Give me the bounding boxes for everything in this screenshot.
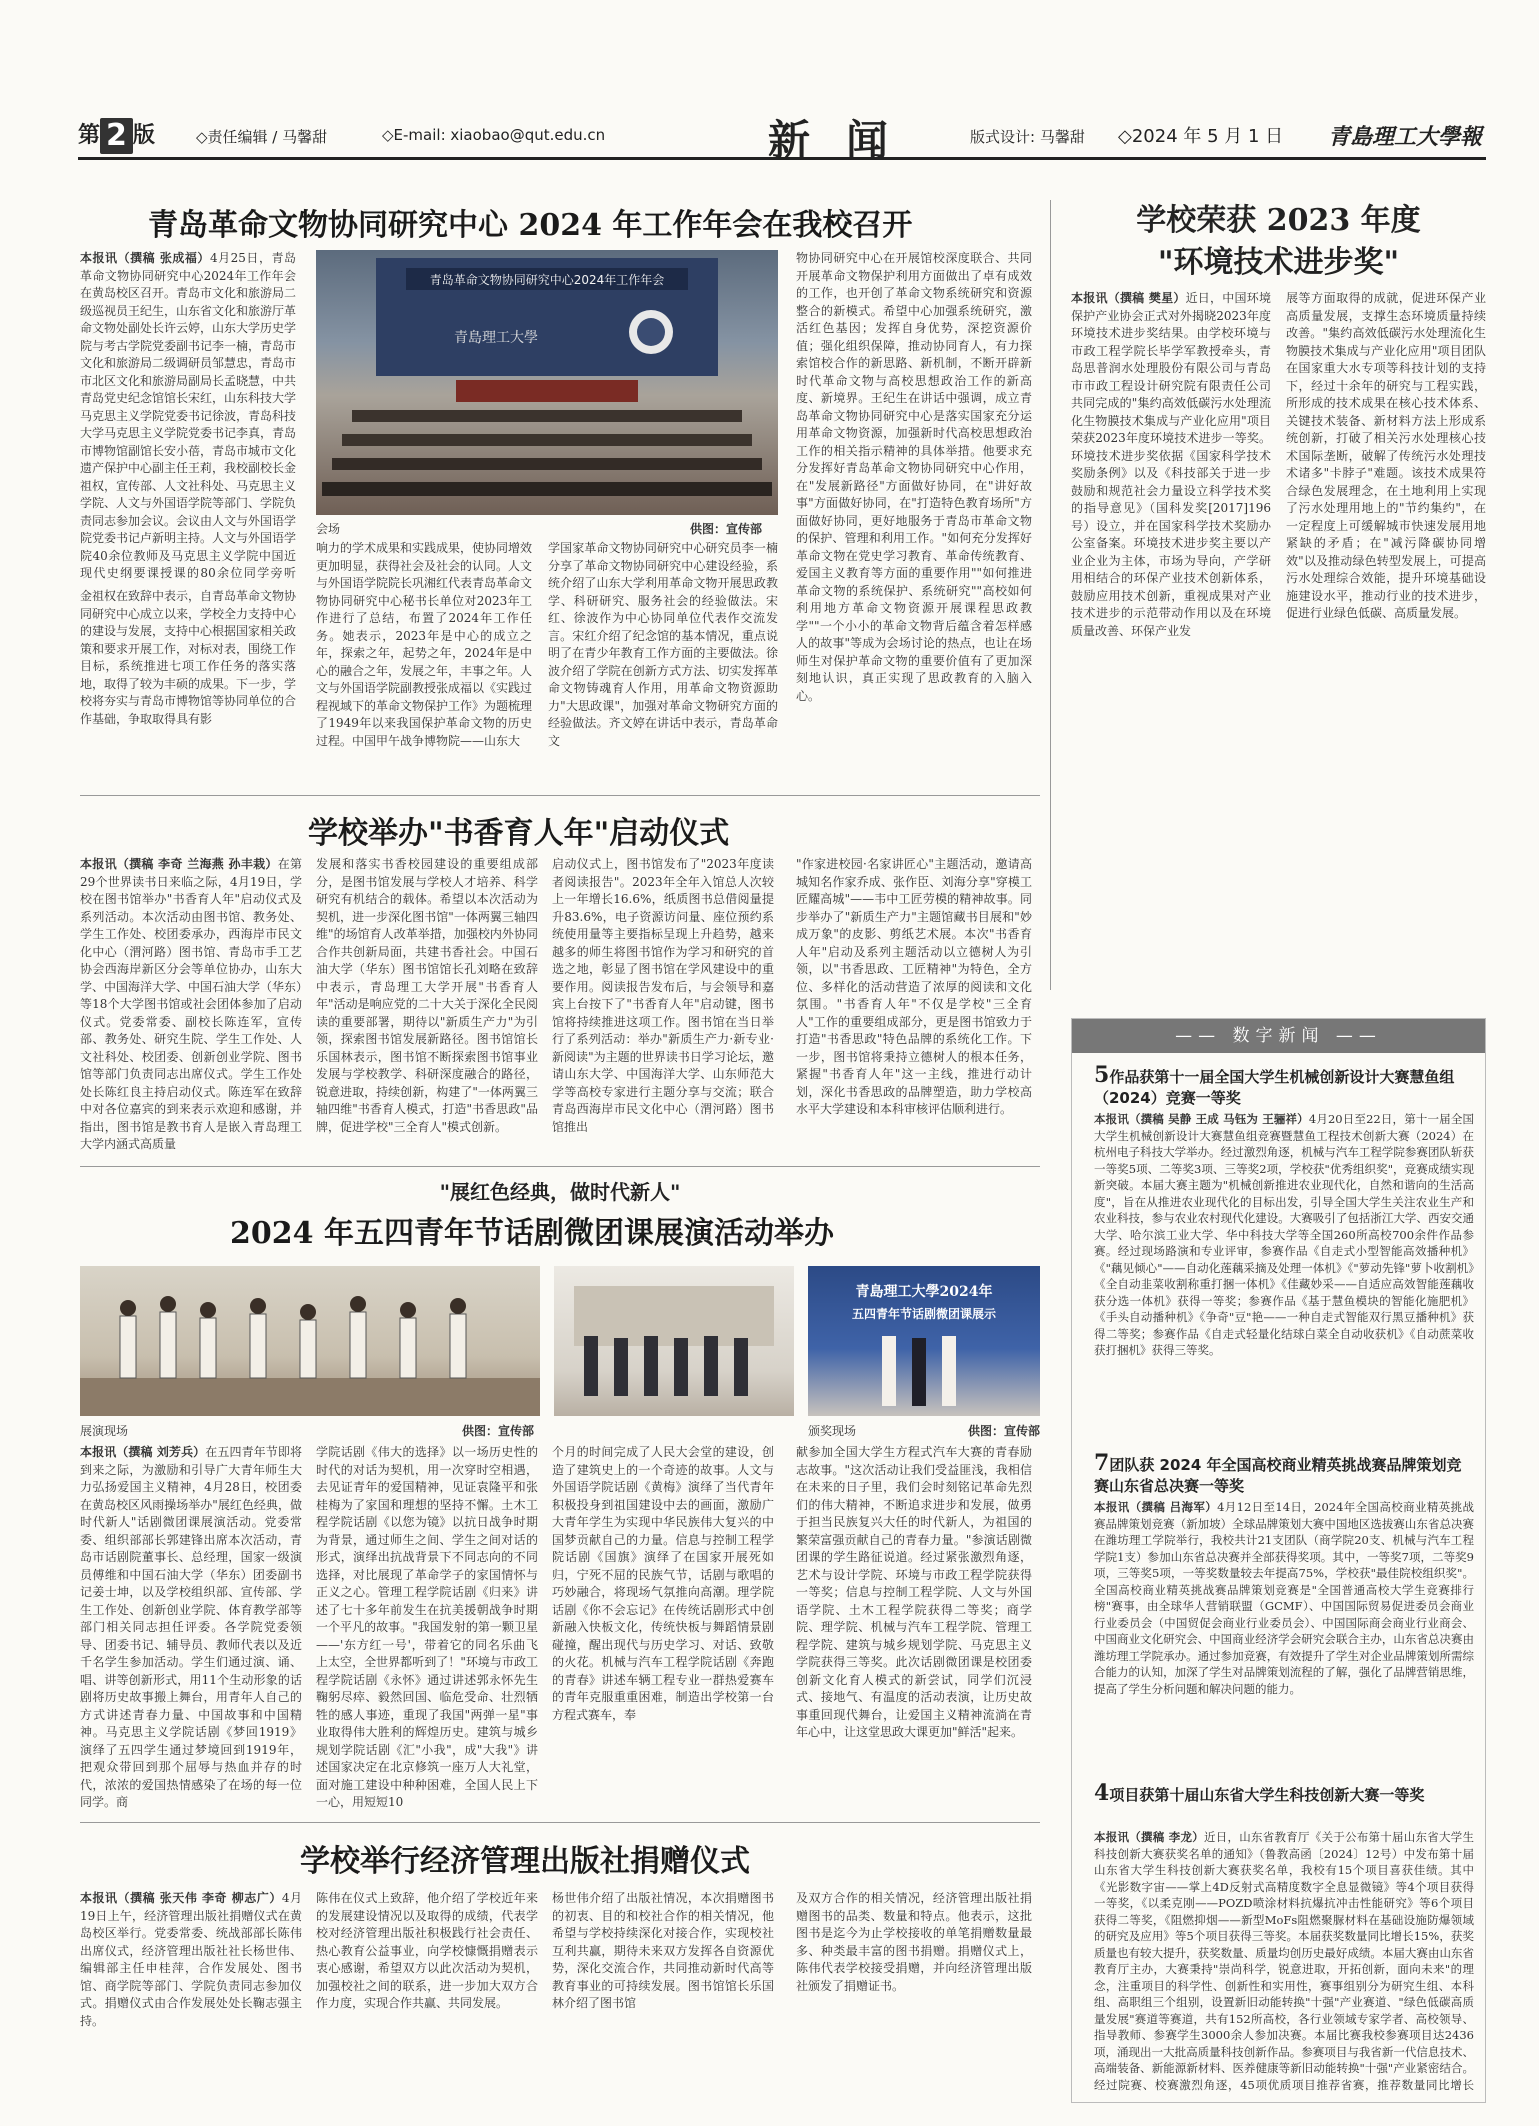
page-number: 2 [100, 118, 133, 154]
digital-news-header: —— 数字新闻 —— [1072, 1019, 1485, 1053]
digital-news-item-2-body [1094, 1499, 1474, 1769]
head-8 [450, 1298, 466, 1314]
article2-col2-text: 发展和落实书香校园建设的重要组成部分，是图书馆发展与学校人才培养、科学研究有机结合的载体。希望以本次活动为契机，进一步深化图书馆"一体两翼三轴四维"的场馆育人改革举措，加强校内外协同合作共创新局面，共建书香社会。中国石油大学（华东）图书馆馆长孔刘略在致辞中表示，青岛理工大学开展"书香育人年"活动是响应党的二十大关于深化全民阅读的重要部署，期待以"新质生产力"为引领，探索图书馆发展新路径。图书馆馆长乐国林表示，图书馆不断探索图书馆事业发展与学校教学、科研深度融合的路径，锐意进取，持续创新，构建了"一体两翼三轴四维"书香育人模式，打造"书香思政"品牌，促进学校"三全育人"模式创新。 [316, 857, 538, 1134]
article3-col2-text: 学院话剧《伟大的选择》以一场历史性的时代的对话为契机，用一次穿时空相遇，去见证青年的爱国精神，见证袁隆平和张桂梅为了家国和理想的坚持不懈。土木工程学院话剧《以您为镜》以抗日战争时期为背景，通过师生之间、学生之间对话的形式，演绎出抗战背景下不同志向的不同选择，对比展现了革命学子的家国情怀与正义之心。管理工程学院话剧《归来》讲述了七十多年前发生在抗美援朝战争时期一个平凡的故事。"我国发射的第一颗卫星——'东方红一号'，带着它的同名乐曲飞上太空，全世界都听到了！"环境与市政工程学院话剧《永怀》通过讲述郭永怀先生鞠躬尽瘁、毅然回国、临危受命、壮烈牺牲的感人事迹，重现了我国"两弹一星"事业取得伟大胜利的辉煌历史。建筑与城乡规划学院话剧《汇"小我"，成"大我"》讲述国家决定在北京修筑一座万人大礼堂，面对施工建设中种种困难，全国人民上下一心，用短短10 [316, 1445, 538, 1809]
article5-headline-line1: 学校荣获 2023 年度 [1136, 203, 1421, 238]
seat-row-2 [342, 434, 752, 446]
article1-col3 [548, 540, 778, 778]
page-suffix: 版 [132, 123, 155, 148]
article3-col2 [316, 1444, 538, 1812]
article4-col2 [316, 1890, 538, 2100]
article3-headline: 2024 年五四青年节话剧微团课展演活动举办 [230, 1216, 834, 1251]
award-illustration [554, 1266, 794, 1416]
conference-hall-illustration [316, 250, 778, 515]
head-2 [160, 1296, 176, 1312]
article4-headline: 学校举行经济管理出版社捐赠仪式 [300, 1844, 750, 1879]
awardee-5 [704, 1336, 718, 1396]
article4-col3 [552, 1890, 774, 2100]
digital-news-item-3-title [1094, 1780, 1474, 1806]
digital-news-item-3-lead: 本报讯（撰稿 李龙） [1094, 1830, 1204, 1844]
article2-col4 [796, 856, 1032, 1156]
digital-news-item-2-number: 7 [1094, 1450, 1110, 1476]
article1-photo-credit: 供图：宣传部 [690, 522, 763, 536]
article4-col1 [80, 1890, 302, 2100]
digital-news-item-3-body [1094, 1829, 1474, 2094]
newspaper-logo: 青島理工大學報 [1327, 124, 1482, 150]
column-divider [1050, 200, 1051, 990]
article2-col1 [80, 856, 302, 1156]
article2-col3 [552, 856, 774, 1156]
awardee-2 [614, 1338, 628, 1396]
article4-col2-text: 陈伟在仪式上致辞，他介绍了学校近年来的发展建设情况以及取得的成绩，代表学校对经济管理出版社积极践行社会责任、热心教育公益事业，向学校慷慨捐赠表示衷心感谢，希望双方以此次活动为契机，加强校社之间的联系，进一步加大双方合作力度，实现合作共赢、共同发展。 [316, 1891, 538, 2010]
article-divider-3 [80, 1822, 1040, 1823]
seat-row-3 [332, 458, 762, 470]
article5-col2 [1286, 290, 1486, 990]
article2-headline: 学校举办"书香育人年"启动仪式 [308, 816, 730, 851]
podium-table [456, 380, 638, 402]
article3-kicker: "展红色经典，做时代新人" [439, 1180, 681, 1204]
digital-news-item-3-text: 近日，山东省教育厅《关于公布第十届山东省大学生科技创新大赛获奖名单的通知》（鲁教高函〔2024〕12号）中发布第十届山东省大学生科技创新大赛获奖名单，我校有15个项目喜获佳绩。其中《光影数字宙——掌上4D反射式高精度数字全息显微镜》等4个项目获得一等奖，《以柔克刚——POZD喷涂材料抗爆抗冲击性能研究》等6个项目获得二等奖，《阻燃抑烟——新型MoFs阻燃聚脲材料在基础设施防爆领域的研究及应用》等5个项目获得三等奖。本届获奖数量同比增长15%，获奖质量也有较大提升，获奖数量、质量均创历史最好成绩。本届大赛由山东省教育厅主办，大赛秉持"崇尚科学，锐意进取，开拓创新，面向未来"的理念，注重项目的科学性、创新性和实用性，赛事组别分为研究生组、本科组、高职组三个组别，设置新旧动能转换"十强"产业赛道、"绿色低碳高质量发展"赛道等赛道，共有152所高校，各行业领域专家学者、高校领导、指导教师、参赛学生3000余人参加决赛。本届比赛我校参赛项目达2436项，涌现出一大批高质量科技创新作品。参赛项目与我省新一代信息技术、高端装备、新能源新材料、医养健康等新旧动能转换"十强"产业紧密结合。经过院赛、校赛激烈角逐，45项优质项目推荐省赛，推荐数量同比增长 [1094, 1830, 1474, 2092]
stage-floor [80, 1378, 540, 1416]
article1-col4 [796, 250, 1032, 778]
article3-photo-banner [808, 1266, 1040, 1416]
digital-news-item-1-body [1094, 1111, 1474, 1441]
digital-news-box [1071, 1018, 1486, 2103]
banner-illustration [808, 1266, 1040, 1416]
article3-col3-text: 个月的时间完成了人民大会堂的建设，创造了建筑史上的一个奇迹的故事。人文与外国语学院话剧《黄梅》演绎了当代青年积极投身到祖国建设中去的画面，激励广大青年学生为实现中华民族伟大复兴的中国梦贡献自己的力量。信息与控制工程学院话剧《国旗》演绎了在国家开展死如归，宁死不屈的民族气节，话剧与歌唱的巧妙融合，将现场气氛推向高潮。理学院话剧《你不会忘记》在传统话剧形式中创新融入快板文化，传统快板与舞蹈情景剧碰撞，醒出现代与历史学习、对话、致敬的火花。机械与汽车工程学院话剧《奔跑的青春》讲述车辆工程专业一群热爱赛车的青年克服重重困难，制造出学校第一台方程式赛车，奉 [552, 1445, 774, 1722]
article1-col1b [80, 588, 296, 778]
article4-col3-text: 杨世伟介绍了出版社情况，本次捐赠图书的初衷、目的和校社合作的相关情况，他希望与学校持续深化对接合作，实现校社互利共赢，期待未来双方发挥各自资源优势，深化交流合作，共同推动新时代高等教育事业的可持续发展。图书馆馆长乐国林介绍了图书馆 [552, 1891, 774, 2010]
article5-col2-text: 展等方面取得的成就，促进环保产业高质量发展，支撑生态环境质量持续改善。"集约高效低碳污水处理流化生物膜技术集成与产业化应用"项目团队在国家重大水专项等科技计划的支持下，经过十余年的研究与工程实践，所形成的技术成果在核心技术体系、关键技术装备、新材料方法上形成系统创新，打破了相关污水处理核心技术国际垄断，破解了传统污水处理技术诸多"卡脖子"难题。该技术成果符合绿色发展理念，在土地利用上实现了污水处理用地上的"节约集约"，在一定程度上可缓解城市快速发展用地紧缺的矛盾；在"减污降碳协同增效"以及推动绿色转型发展上，可提高污水处理综合效能，提升环境基础设施建设水平，推动行业的技术进步，促进行业绿色低碳、高质量发展。 [1286, 291, 1486, 620]
head-6 [350, 1296, 366, 1312]
article1-col4-text: 物协同研究中心在开展馆校深度联合、共同开展革命文物保护利用方面做出了卓有成效的工作，也开创了革命文物系统研究和资源整合的新模式。希望中心加强系统研究，激活红色基因；发挥自身优势，深挖资源价值；强化组织保障，推动协同育人，有力探索馆校合作的新思路、新机制，不断开辟新时代革命文物与高校思想政治工作的新高度、新境界。王纪生在讲话中强调，成立青岛革命文物协同研究中心是落实国家充分运用革命文物资源，加强新时代高校思想政治工作的相关指示精神的具体举措。他要求充分发挥好青岛革命文物协同研究中心作用，在"发展新路径"方面做好协同，在"讲好故事"方面做好协同，在"打造特色教育场所"方面做好协同，更好地服务于青岛市革命文物的保护、管理和利用工作。"如何充分发挥好革命文物在党史学习教育、革命传统教育、爱国主义教育等方面的重要作用""如何推进革命文物的系统保护、系统研究""高校如何利用地方革命文物资源开展课程思政教学""一个小小的革命文物背后蕴含着怎样感人的故事"等成为会场讨论的热点，也让在场师生对保护革命文物的重要价值有了更加深刻地认识，真正实现了思政教育的入脑入心。 [796, 251, 1032, 703]
article2-col4-text: "作家进校园·名家讲匠心"主题活动，邀请高城知名作家乔成、张作臣、刘海分享"穿模工匠耀高城"——韦中工匠劳模的精神故事。同步举办了"新质生产力"主题馆藏书目展和"妙成万象"的皮影、剪纸艺术展。本次"书香育人年"启动及系列主题活动以立德树人为引领，以"书香思政、工匠精神"为特色，全方位、多样化的活动营造了浓厚的阅读和文化氛围。"书香育人年"不仅是学校"三全育人"工作的重要组成部分，更是图书馆致力于打造"书香思政"特色品牌的系统化工作。下一步，图书馆将秉持立德树人的根本任务，紧握"书香育人年"这一主线，推进行动计划，深化书香思政的品牌塑造，助力学校高水平大学建设和本科审核评估顺利进行。 [796, 857, 1032, 1116]
presenter-1 [882, 1336, 896, 1406]
article3-col3 [552, 1444, 774, 1812]
presenter-3 [942, 1336, 956, 1406]
digital-news-item-2-title [1094, 1450, 1474, 1497]
article1-col1 [80, 250, 296, 580]
awardee-3 [644, 1336, 658, 1396]
article-divider-1 [80, 795, 1040, 796]
head-5 [300, 1304, 316, 1320]
head-3 [200, 1302, 216, 1318]
article4-col4 [796, 1890, 1032, 2100]
article3-photo-performance [80, 1266, 540, 1416]
editor-credit: ◇责任编辑 / 马馨甜 [196, 128, 328, 146]
article3-col4 [796, 1444, 1032, 1812]
seat-row-4 [322, 482, 772, 496]
digital-news-item-2-title-text: 团队获 2024 年全国高校商业精英挑战赛品牌策划竞赛山东省总决赛一等奖 [1094, 1456, 1462, 1495]
banner-line2: 五四青年节话剧微团课展示 [851, 1307, 997, 1321]
performer-4 [250, 1314, 266, 1378]
article3-caption2: 颁奖现场 [808, 1424, 857, 1438]
article4-col1-text: 4月19日上午，经济管理出版社捐赠仪式在黄岛校区举行。党委常委、统战部部长陈伟出席仪式，经济管理出版社社长杨世伟、编辑部主任申桂萍，合作发展处、图书馆、商学院等部门、学院负责同志参加仪式。捐赠仪式由合作发展处处长鞠志强主持。 [80, 1891, 302, 2028]
performer-1 [120, 1316, 136, 1378]
article4-col4-text: 及双方合作的相关情况，经济管理出版社捐赠图书的品类、数量和特点。他表示，这批图书是迄今为止学校接收的单笔捐赠数量最多、种类最丰富的图书捐赠。捐赠仪式上，陈伟代表学校接受捐赠，并向经济管理出版社颁发了捐赠证书。 [796, 1891, 1032, 1993]
email-credit: ◇E-mail: xiaobao@qut.edu.cn [382, 126, 606, 144]
digital-news-item-1-lead: 本报讯（撰稿 吴静 王成 马钰为 王骊祥） [1094, 1112, 1309, 1126]
page-number-label [78, 118, 155, 154]
awardee-4 [674, 1338, 688, 1396]
screen-logo-text: 青島理工大學 [454, 330, 538, 346]
backdrop [574, 1286, 774, 1346]
article2-col1-text: 在第29个世界读书日来临之际，4月19日，学校在图书馆举办"书香育人年"启动仪式及系列活动。本次活动由图书馆、教务处、学生工作处、校团委承办，西海岸市民文化中心（渭河路）图书馆、青岛市手工艺协会西海岸新区分会等单位协办，山东大学、中国海洋大学、中国石油大学（华东）等18个大学图书馆或社会团体参加了启动仪式。党委常委、副校长陈连军，宣传部、教务处、研究生院、学生工作处、人文社科处、校团委、创新创业学院、图书馆等部门负责同志出席仪式。学生工作处处长陈红良主持启动仪式。陈连军在致辞中对各位嘉宾的到来表示欢迎和感谢，并指出，图书馆是教书育人是嵌入青岛理工大学内涵式高质量 [80, 857, 302, 1151]
designer-credit: 版式设计: 马馨甜 [970, 128, 1085, 146]
article1-lead: 本报讯（撰稿 张成福） [80, 251, 210, 265]
article5-col1 [1071, 290, 1271, 990]
digital-news-item-2-text: 4月12日至14日，2024年全国高校商业精英挑战赛品牌策划竞赛（新加坡）全球品牌策划大赛中国地区选拔赛山东省总决赛在潍坊理工学院举行，我校共计21支团队（商学院20支、机械与汽车工程学院1支）参加山东省总决赛并全部获得奖项。其中，一等奖7项，二等奖9项，三等奖5项，一等奖数量较去年提高75%，学校获"最佳院校组织奖"。全国高校商业精英挑战赛品牌策划竞赛是"全国普通高校大学生竞赛排行榜"赛事，由全球华人营销联盟（GCMF）、中国国际贸易促进委员会商业行业委员会（中国贸促会商业行业委员会）、中国国际商会商业行业商会、中国商业文化研究会、中国商业经济学会研究会联合主办，山东省总决赛由潍坊理工学院承办。通过参加竞赛，有效提升了学生对企业品牌策划所需综合能力的认知，加深了学生对品牌策划流程的了解，强化了品牌营销思维，提高了学生分析问题和解决问题的能力。 [1094, 1500, 1474, 1696]
article5-headline [1071, 200, 1486, 284]
digital-news-item-3-title-text: 项目获第十届山东省大学生科技创新大赛一等奖 [1109, 1786, 1425, 1804]
article2-col2 [316, 856, 538, 1156]
awardee-1 [584, 1336, 598, 1396]
article1-photo-caption: 会场 [316, 522, 341, 536]
article5-col1-text: 近日，中国环境保护产业协会正式对外揭晓2023年度环境技术进步奖结果。由学校环境与市政工程学院长毕学军教授牵头，青岛思普润水处理股份有限公司与青岛市市政工程设计研究院有限责任公司共同完成的"集约高效低碳污水处理流化生物膜技术集成与产业化应用"项目荣获2023年度环境技术进步一等奖。环境技术进步奖依据《国家科学技术奖励条例》以及《科技部关于进一步鼓励和规范社会力量设立科学技术奖的指导意见》（国科发奖[2017]196号）设立，并在国家科学技术奖励办公室备案。环境技术进步奖主要以产业企业为主体，市场为导向，产学研用相结合的环保产业技术创新体系，鼓励应用技术创新，重视成果对产业技术进步的示范带动作用以及在环境质量改善、环保产业发 [1071, 291, 1271, 638]
article-divider-2 [80, 1166, 1040, 1167]
presenter-2 [912, 1338, 926, 1406]
head-4 [250, 1298, 266, 1314]
seat-row-1 [352, 410, 742, 422]
article2-col3-text: 启动仪式上，图书馆发布了"2023年度读者阅读报告"。2023年全年入馆总人次较上一年增长16.6%，纸质图书总借阅量提升83.6%，电子资源访问量、座位预约系统使用量等主要指标呈现上升趋势，越来越多的师生将图书馆作为学习和研究的首选之地，彰显了图书馆在学风建设中的重要作用。阅读报告发布后，与会领导和嘉宾上台按下了"书香育人年"启动键，图书馆将持续推进这项工作。图书馆在当日举行了系列活动：举办"新质生产力·新专业·新阅读"为主题的世界读书日学习论坛，邀请山东大学、中国海洋大学、山东师范大学等高校专家进行主题分享与交流；联合青岛西海岸市民文化中心（渭河路）图书馆推出 [552, 857, 774, 1134]
article3-caption1-credit: 供图：宣传部 [462, 1424, 535, 1438]
performer-5 [300, 1320, 316, 1378]
head-1 [120, 1300, 136, 1316]
article1-col3-text: 学国家革命文物协同研究中心研究员李一楠分享了革命文物协同研究中心建设经验，系统介绍了山东大学利用革命文物开展思政教学、科研研究、服务社会的经验做法。宋红、徐波作为中心协同单位代表作交流发言。宋红介绍了纪念馆的基本情况，重点说明了在青少年教育工作方面的主要做法。徐波介绍了学院在创新方式方法、切实发挥革命文物铸魂育人作用，用革命文物资源助力"大思政课"，加强对革命文物研究方面的经验做法。齐文婷在讲话中表示，青岛革命文 [548, 541, 778, 748]
section-title: 新闻 [768, 116, 925, 165]
digital-news-item-1-text: 4月20日至22日，第十一届全国大学生机械创新设计大赛慧鱼组竞赛暨慧鱼工程技术创新大赛（2024）在杭州电子科技大学举办。经过激烈角逐，机械与汽车工程学院参赛团队斩获一等奖5项、二等奖3项、三等奖2项，学校获"优秀组织奖"，竞赛成绩实现新突破。本届大赛主题为"机械创新推进农业现代化，自然和谐向的生活高度"，旨在从推进农业现代化的目标出发，引导全国大学生关注农业生产和农业科技，参与农业农村现代化建设。大赛吸引了包括浙江大学、西安交通大学、哈尔滨工业大学、华中科技大学等全国260所高校700余件作品参赛。经过现场路演和专业评审，参赛作品《自走式小型智能高效播种机》《"藕见倾心"——自动化莲藕采摘及处理一体机》《"萝动先锋"萝卜收割机》《全自动韭菜收割称重打捆一体机》《佳藏妙采——自适应高效智能莲藕收获分选一体机》获得一等奖；参赛作品《基于慧鱼模块的智能化施肥机》《手头自动播种机》《争奇"豆"艳——一种自走式智能双行黑豆播种机》获得二等奖；参赛作品《自走式轻量化结球白菜全自动收获机》《自动蔗菜收获打捆机》获得三等奖。 [1094, 1112, 1474, 1357]
awardee-6 [734, 1338, 748, 1396]
article3-caption1: 展演现场 [80, 1424, 129, 1438]
digital-news-item-1-title-text: 作品获第十一届全国大学生机械创新设计大赛慧鱼组（2024）竞赛一等奖 [1094, 1068, 1455, 1107]
seal-inner [637, 318, 665, 346]
article3-lead: 本报讯（撰稿 刘芳兵） [80, 1445, 206, 1459]
performance-illustration [80, 1266, 540, 1416]
screen-banner-text: 青岛革命文物协同研究中心2024年工作年会 [429, 273, 665, 287]
performer-2 [160, 1312, 176, 1378]
article3-caption2-credit: 供图：宣传部 [968, 1424, 1041, 1438]
issue-date: ◇2024 年 5 月 1 日 [1118, 126, 1284, 147]
masthead [78, 112, 1486, 165]
page-prefix: 第 [78, 123, 101, 148]
digital-news-item-3-number: 4 [1094, 1780, 1110, 1806]
article1-photo [316, 250, 778, 515]
article3-col1-text: 在五四青年节即将到来之际，为激励和引导广大青年师生大力弘扬爱国主义精神，4月28日，校团委在黄岛校区风雨操场举办"展红色经典，做时代新人"话剧微团课展演活动。党委常委、组织部部长郭建锋出席本次活动，青岛市话剧院董事长、总经理，国家一级演员傅维和中国石油大学（华东）团委副书记姜士坤，以及学校组织部、宣传部、学生工作处、创新创业学院、体育教学部等部门相关同志担任评委。各学院党委领导、团委书记、辅导员、教师代表以及近千名学生参加活动。学生们通过演、诵、唱、讲等创新形式，用11个生动形象的话剧将历史故事搬上舞台，用青年人自己的方式讲述青春力量、中国故事和中国精神。马克思主义学院话剧《梦回1919》演绎了五四学生通过梦境回到1919年，把观众带回到那个屈辱与热血并存的时代，浓浓的爱国热情感染了在场的每一位同学。商 [80, 1445, 302, 1809]
digital-news-item-1-title [1094, 1062, 1474, 1109]
digital-news-item-1-number: 5 [1094, 1062, 1110, 1088]
performer-6 [350, 1312, 366, 1378]
article1-col2 [316, 540, 532, 778]
performer-7 [400, 1318, 416, 1378]
article5-headline-line2: "环境技术进步奖" [1157, 245, 1400, 280]
article1-col2-text: 响力的学术成果和实践成果，使协同增效更加明显，获得社会及社会的认同。人文与外国语学院院长巩湘红代表青岛革命文物协同研究中心秘书长单位对2023年工作进行了总结，布置了2024年工作任务。她表示，2023年是中心的成立之年，探索之年，起势之年，2024年是中心的融合之年，发展之年，丰事之年。人文与外国语学院副教授张成福以《实践过程视域下的革命文物保护工作》为题梳理了1949年以来我国保护革命文物的历史过程。中国甲午战争博物院——山东大 [316, 541, 532, 748]
article3-photo-award [554, 1266, 794, 1416]
article3-col1 [80, 1444, 302, 1812]
article4-lead: 本报讯（撰稿 张天伟 李奇 柳志广） [80, 1891, 282, 1905]
article5-lead: 本报讯（撰稿 樊星） [1071, 291, 1186, 305]
article2-lead: 本报讯（撰稿 李奇 兰海燕 孙丰栽） [80, 857, 278, 871]
article1-headline: 青岛革命文物协同研究中心 2024 年工作年会在我校召开 [148, 208, 913, 243]
head-7 [400, 1302, 416, 1318]
digital-news-item-2-lead: 本报讯（撰稿 吕海军） [1094, 1500, 1218, 1514]
article3-col4-text: 献参加全国大学生方程式汽车大赛的青春励志故事。"这次活动让我们受益匪浅，我相信在未来的日子里，我们会时刻铭记革命先烈们的伟大精神，不断追求进步和发展，做勇于担当民族复兴大任的时代新人，为祖国的繁荣富强贡献自己的青春力量。"参演话剧微团课的学生路征说道。经过紧张激烈角逐，艺术与设计学院、环境与市政工程学院获得一等奖；信息与控制工程学院、人文与外国语学院、土木工程学院获得二等奖；商学院、理学院、机械与汽车工程学院、管理工程学院、建筑与城乡规划学院、马克思主义学院获得三等奖。此次话剧微团课是校团委创新文化育人模式的新尝试，同学们沉浸式、接地气、有温度的活动表演，让历史故事重回现代舞台，让爱国主义精神流淌在青年心中，让这堂思政大课更加"鲜活"起来。 [796, 1445, 1032, 1739]
article1-col1-text: 4月25日，青岛革命文物协同研究中心2024年工作年会在黄岛校区召开。青岛市文化和旅游局二级巡视员王纪生，山东省文化和旅游厅革命文物处副处长许云婷，山东大学历史学院与考古学院党委副书记李一楠，青岛市文化和旅游局二级调研员邹慧忠，青岛市市北区文化和旅游局副局长孟晓慧，中共青岛党史纪念馆馆长宋红，山东科技大学马克思主义学院党委书记徐波，青岛科技大学马克思主义学院党委书记李真，青岛市博物馆副馆长安小蓓，青岛市城市文化遗产保护中心副主任王莉，我校副校长金祖权，宣传部、人文社科处、马克思主义学院、人文与外国语学院等部门、学院负责同志参加会议。会议由人文与外国语学院党委书记卢新明主持。人文与外国语学院40余位教师及马克思主义学院中国近现代史纲要课授课的80余位同学旁听 [80, 251, 296, 580]
article1-col1b-text: 金祖权在致辞中表示，自青岛革命文物协同研究中心成立以来，学校全力支持中心的建设与发展，支持中心根据国家相关政策和要求开展工作，对标对表，围绕工作目标，系统推进七项工作任务的落实落地，取得了较为丰硕的成果。下一步，学校将夯实与青岛市博物馆等协同单位的合作基础，争取取得具有影 [80, 589, 296, 726]
performer-8 [450, 1314, 466, 1378]
banner-line1: 青島理工大學2024年 [855, 1284, 993, 1300]
performer-3 [200, 1318, 216, 1378]
